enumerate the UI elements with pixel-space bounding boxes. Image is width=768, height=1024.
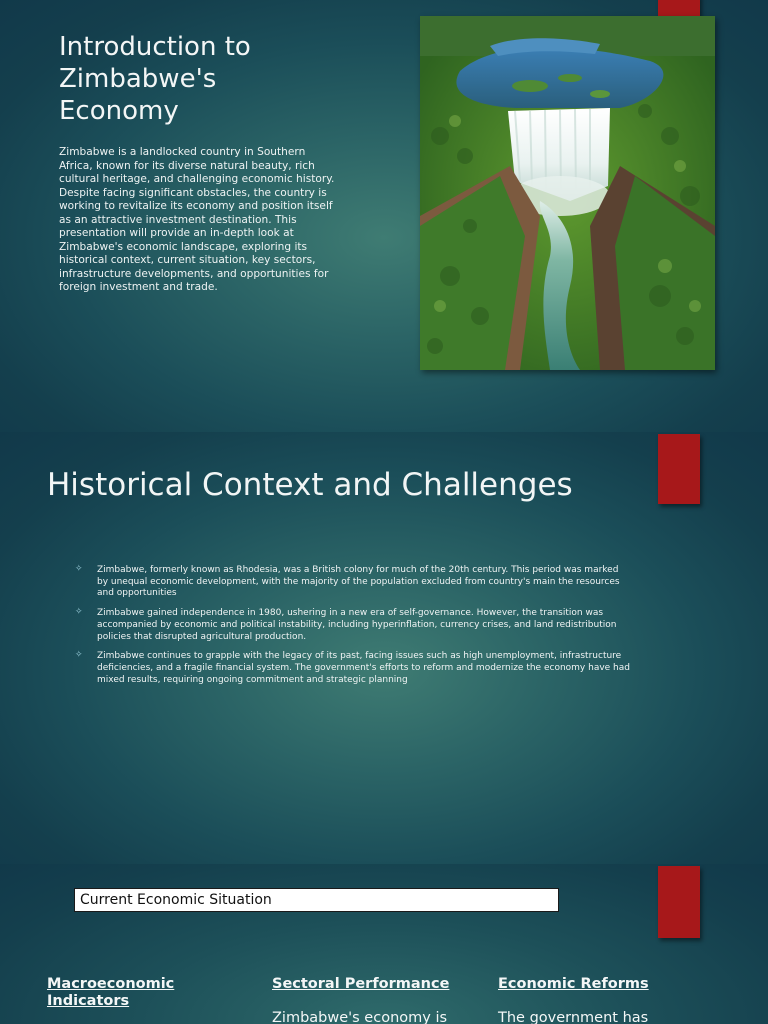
waterfall-gorge-photo: [420, 16, 715, 370]
column-heading: Economic Reforms: [498, 976, 649, 992]
column-sectoral: [272, 976, 472, 1024]
bullet-text: Zimbabwe continues to grapple with the legacy of its past, facing issues such as high unemployment, infrastructure deficiencies, and a fragile financial system. The government's efforts to reform and modernize the economy have had mixed results, requiring ongoing commitment and strategic planning: [97, 651, 630, 685]
column-heading: Macroeconomic Indicators: [47, 976, 175, 1009]
red-accent-tab: [658, 866, 700, 938]
diamond-bullet-icon: ✧: [75, 607, 83, 618]
bullet-text: Zimbabwe, formerly known as Rhodesia, was a British colony for much of the 20th century. This period was marked by unequal economic development, with the majority of the population excluded from country's main the resources and opportunities: [97, 565, 620, 599]
list-item: [75, 608, 630, 643]
slide-body-text: Zimbabwe is a landlocked country in Southern Africa, known for its diverse natural beauty, rich cultural heritage, and challenging economic history. Despite facing significant obstacles, the country is working to revitalize its economy and position itself as an attractive investment destination. This presentation will provide an in-depth look at Zimbabwe's economic landscape, exploring its historical context, current situation, key sectors, infrastructure developments, and opportunities for foreign investment and trade.: [59, 146, 335, 293]
red-accent-tab: [658, 0, 700, 16]
diamond-bullet-icon: ✧: [75, 650, 83, 661]
column-heading: Sectoral Performance: [272, 976, 450, 992]
slide-title: Introduction to Zimbabwe's Economy: [59, 32, 251, 126]
slide-title: Historical Context and Challenges: [47, 467, 573, 503]
slide-historical-context: [0, 432, 768, 864]
bullet-list: [75, 565, 630, 694]
red-accent-tab: [658, 434, 700, 504]
title-text-box[interactable]: Current Economic Situation: [74, 888, 559, 912]
list-item: [75, 651, 630, 686]
list-item: [75, 565, 630, 600]
diamond-bullet-icon: ✧: [75, 564, 83, 574]
column-text: Zimbabwe's economy is: [272, 1010, 448, 1024]
column-text: The government has: [498, 1010, 649, 1024]
slide-introduction: [0, 0, 768, 432]
bullet-text: Zimbabwe gained independence in 1980, ushering in a new era of self-governance. However, the transition was accompanied by economic and political instability, including hyperinflation, currency crises, and land redistribution policies that disrupted agricultural production.: [97, 608, 617, 642]
slide-current-economic-situation: [0, 864, 768, 1024]
column-macroeconomic: [47, 976, 247, 1010]
column-reforms: [498, 976, 698, 1024]
